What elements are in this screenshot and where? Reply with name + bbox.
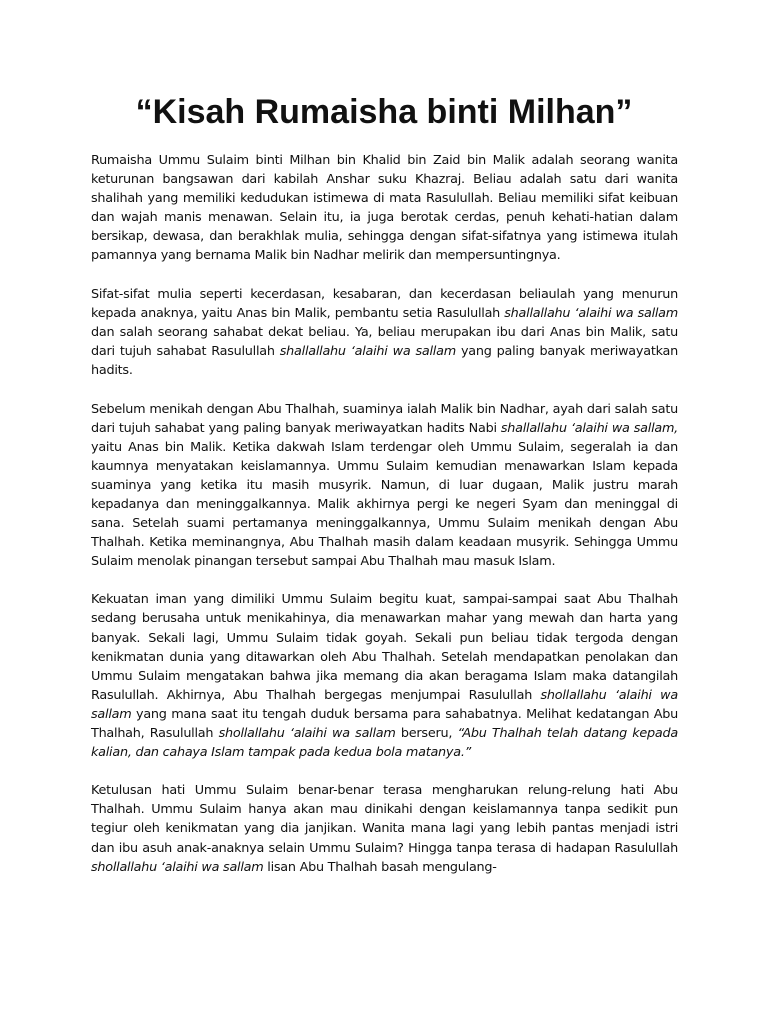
italic-phrase: shollallahu ‘alaihi wa sallam bbox=[91, 859, 264, 875]
italic-phrase: shollallahu ‘alaihi wa sallam bbox=[218, 725, 396, 741]
document-body bbox=[91, 151, 678, 896]
italic-phrase: shallallahu ‘alaihi wa sallam, bbox=[500, 420, 678, 436]
text-run: berseru, bbox=[395, 725, 458, 741]
italic-phrase: shollallahu ‘alaihi wa sallam bbox=[91, 687, 678, 722]
italic-phrase: shallallahu ‘alaihi wa sallam bbox=[279, 343, 456, 359]
text-run: Kekuatan iman yang dimiliki Ummu Sulaim begitu kuat, sampai-sampai saat Abu Thalhah sedang berusaha untuk menikahinya, dia menawarkan mahar yang mewah dan harta yang banyak. Sekali lagi, Ummu Sulaim tidak goyah. Sekali pun beliau tidak tergoda dengan kenikmatan dunia yang ditawarkan oleh Abu Thalhah. Setelah mendapatkan penolakan dan Ummu Sulaim mengatakan bahwa jika memang dia akan beragama Islam maka datangilah Rasulullah. Akhirnya, Abu Thalhah bergegas menjumpai Rasulullah bbox=[91, 592, 678, 703]
paragraph-5 bbox=[91, 781, 678, 876]
italic-phrase: shallallahu ‘alaihi wa sallam bbox=[504, 305, 678, 321]
paragraph-1 bbox=[91, 151, 678, 265]
text-run: Rumaisha Ummu Sulaim binti Milhan bin Khalid bin Zaid bin Malik adalah seorang wanita keturunan bangsawan dari kabilah Anshar suku Khazraj. Beliau adalah satu dari wanita shalihah yang memiliki kedudukan istimewa di mata Rasulullah. Beliau memiliki sifat keibuan dan wajah manis menawan. Selain itu, ia juga berotak cerdas, penuh kehati-hatian dalam bersikap, dewasa, dan berakhlak mulia, sehingga dengan sifat-sifatnya yang istimewa itulah pamannya yang bernama Malik bin Nadhar melirik dan mempersuntingnya. bbox=[91, 153, 678, 264]
paragraph-4 bbox=[91, 590, 678, 761]
text-run: Sifat-sifat mulia seperti kecerdasan, kesabaran, dan kecerdasan beliaulah yang menurun kepada anaknya, yaitu Anas bin Malik, pembantu setia Rasulullah bbox=[91, 286, 678, 321]
text-run: lisan Abu Thalhah basah mengulang- bbox=[263, 859, 497, 875]
text-run: yaitu Anas bin Malik. Ketika dakwah Islam terdengar oleh Ummu Sulaim, segeralah ia dan kaumnya menyatakan keislamannya. Ummu Sulaim kemudian menawarkan Islam kepada suaminya yang ketika itu masih musyrik. Namun, di luar dugaan, Malik justru marah kepadanya dan meninggalkannya. Malik akhirnya pergi ke negeri Syam dan meninggal di sana. Setelah suami pertamanya meninggalkannya, Ummu Sulaim menikah dengan Abu Thalhah. Ketika meminangnya, Abu Thalhah masih dalam keadaan musyrik. Sehingga Ummu Sulaim menolak pinangan tersebut sampai Abu Thalhah mau masuk Islam. bbox=[91, 439, 678, 569]
text-run: yang mana saat itu tengah duduk bersama para sahabatnya. Melihat kedatangan Abu Thalhah, Rasulullah bbox=[91, 706, 678, 741]
paragraph-3 bbox=[91, 400, 678, 571]
text-run: Ketulusan hati Ummu Sulaim benar-benar terasa mengharukan relung-relung hati Abu Thalhah. Ummu Sulaim hanya akan mau dinikahi dengan keislamannya tanpa sedikit pun tegiur oleh kenikmatan yang dia janjikan. Wanita mana lagi yang lebih pantas menjadi istri dan ibu asuh anak-anaknya selain Ummu Sulaim? Hingga tanpa terasa di hadapan Rasulullah bbox=[91, 783, 678, 856]
text-run: Sebelum menikah dengan Abu Thalhah, suaminya ialah Malik bin Nadhar, ayah dari salah satu dari tujuh sahabat yang paling banyak meriwayatkan hadits Nabi bbox=[91, 401, 678, 436]
text-run: dan salah seorang sahabat dekat beliau. Ya, beliau merupakan ibu dari Anas bin Malik, satu dari tujuh sahabat Rasulullah bbox=[91, 324, 678, 359]
italic-phrase: “Abu Thalhah telah datang kepada kalian, dan cahaya Islam tampak pada kedua bola matanya.” bbox=[91, 725, 678, 760]
text-run: yang paling banyak meriwayatkan hadits. bbox=[91, 343, 678, 378]
document-title: “Kisah Rumaisha binti Milhan” bbox=[135, 93, 633, 131]
paragraph-2 bbox=[91, 285, 678, 380]
